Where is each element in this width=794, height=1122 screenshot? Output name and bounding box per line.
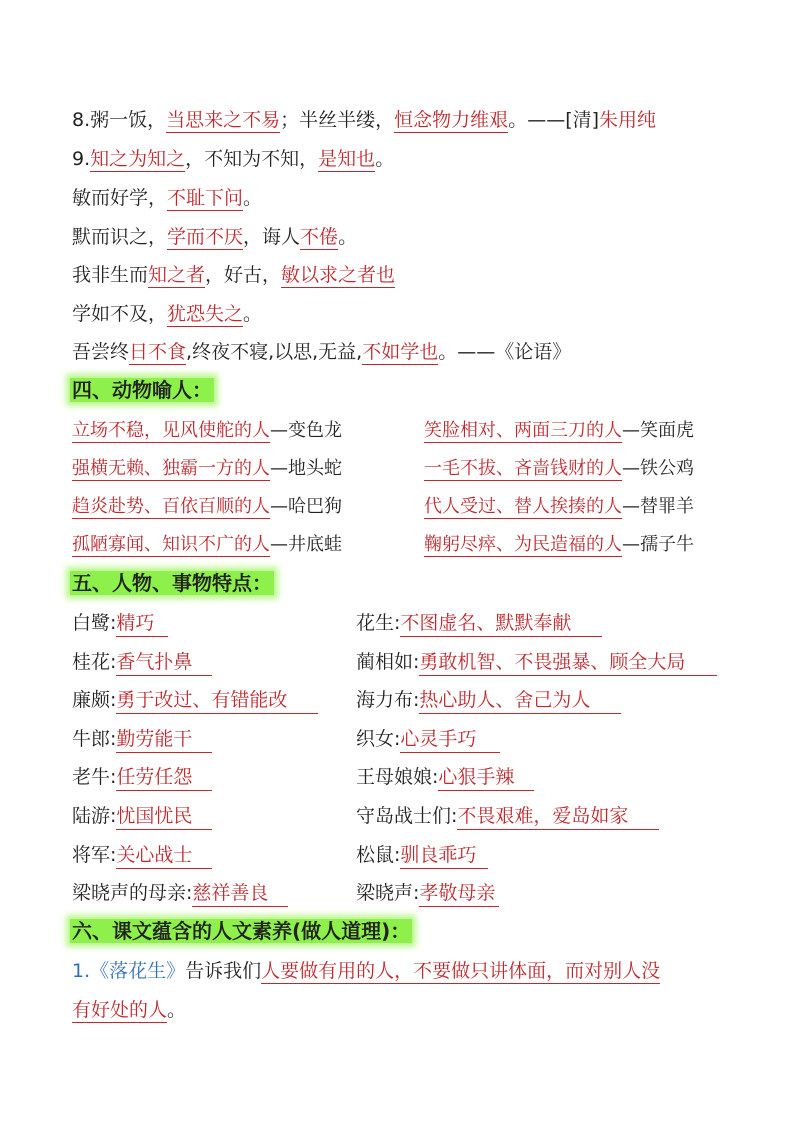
answer-blank: 不耻下问: [167, 187, 244, 209]
trait-item: 海力布:热心助人、舍己为人: [356, 687, 621, 714]
trait-item: 牛郎:勤劳能干: [72, 726, 212, 753]
quote-line: 默而识之，学而不厌，诲人不倦。: [72, 226, 358, 248]
trait-item: 守岛战士们:不畏艰难，爱岛如家: [356, 803, 659, 830]
animal-item: 孤陋寡闻、知识不广的人—井底蛙: [72, 534, 342, 555]
answer-blank: 日不食: [129, 341, 187, 363]
answer-blank: 知之者: [148, 264, 206, 286]
section-heading: 四、动物喻人：: [72, 378, 212, 402]
animal-item: 立场不稳，见风使舵的人—变色龙: [72, 420, 342, 441]
answer-blank: 敏以求之者也: [281, 264, 396, 286]
animal-item: 趋炎赴势、百依百顺的人—哈巴狗: [72, 496, 342, 517]
quote-line: 我非生而知之者，好古，敏以求之者也: [72, 264, 396, 286]
answer-blank: 人要做有用的人，不要做只讲体面，而对别人没: [261, 960, 661, 982]
animal-item: 鞠躬尽瘁、为民造福的人—孺子牛: [424, 534, 694, 555]
quote-9: 9.知之为知之，不知为不知，是知也。: [72, 148, 395, 170]
trait-item: 梁晓声的母亲:慈祥善良: [72, 880, 288, 907]
animal-item: 笑脸相对、两面三刀的人—笑面虎: [424, 420, 694, 441]
answer-blank: 恒念物力维艰: [394, 109, 509, 131]
trait-item: 陆游:忧国忧民: [72, 803, 212, 830]
moral-item: 1.《落花生》告诉我们人要做有用的人，不要做只讲体面，而对别人没: [72, 960, 661, 982]
lesson-title: 1.《落花生》: [72, 960, 186, 982]
trait-item: 梁晓声:孝敬母亲: [356, 880, 499, 907]
section-heading: 六、课文蕴含的人文素养(做人道理)：: [72, 919, 411, 943]
trait-item: 将军:关心战士: [72, 842, 212, 869]
quote-line: 学如不及，犹恐失之。: [72, 303, 263, 325]
answer-blank: 学而不厌: [167, 226, 244, 248]
author: 朱用纯: [599, 109, 657, 131]
trait-item: 织女:心灵手巧: [356, 726, 500, 753]
trait-item: 王母娘娘:心狠手辣: [356, 764, 534, 791]
quote-8: 8.粥一饭，当思来之不易；半丝半缕，恒念物力维艰。——[清]朱用纯: [72, 109, 657, 131]
answer-blank: 是知也: [318, 148, 376, 170]
quote-line: 吾尝终日不食,终夜不寝,以思,无益,不如学也。——《论语》: [72, 341, 572, 363]
answer-blank: 不倦: [300, 226, 339, 248]
answer-blank: 有好处的人: [72, 999, 168, 1021]
animal-item: 强横无赖、独霸一方的人—地头蛇: [72, 458, 342, 479]
trait-item: 老牛:任劳任怨: [72, 764, 212, 791]
trait-item: 桂花:香气扑鼻: [72, 649, 212, 676]
trait-item: 廉颇:勇于改过、有错能改: [72, 687, 318, 714]
section-heading: 五、人物、事物特点：: [72, 571, 272, 595]
trait-item: 蔺相如:勇敢机智、不畏强暴、顾全大局: [356, 649, 717, 676]
answer-blank: 当思来之不易: [166, 109, 281, 131]
answer-blank: 不如学也: [362, 341, 439, 363]
answer-blank: 犹恐失之: [167, 303, 244, 325]
trait-item: 白鹭:精巧: [72, 610, 168, 637]
quote-line: 敏而好学，不耻下问。: [72, 187, 263, 209]
trait-item: 花生:不图虚名、默默奉献: [356, 610, 602, 637]
answer-blank: 知之为知之: [90, 148, 186, 170]
moral-item-continued: 有好处的人。: [72, 999, 187, 1021]
animal-item: 一毛不拔、吝啬钱财的人—铁公鸡: [424, 458, 694, 479]
animal-item: 代人受过、替人挨揍的人—替罪羊: [424, 496, 694, 517]
trait-item: 松鼠:驯良乖巧: [356, 842, 488, 869]
